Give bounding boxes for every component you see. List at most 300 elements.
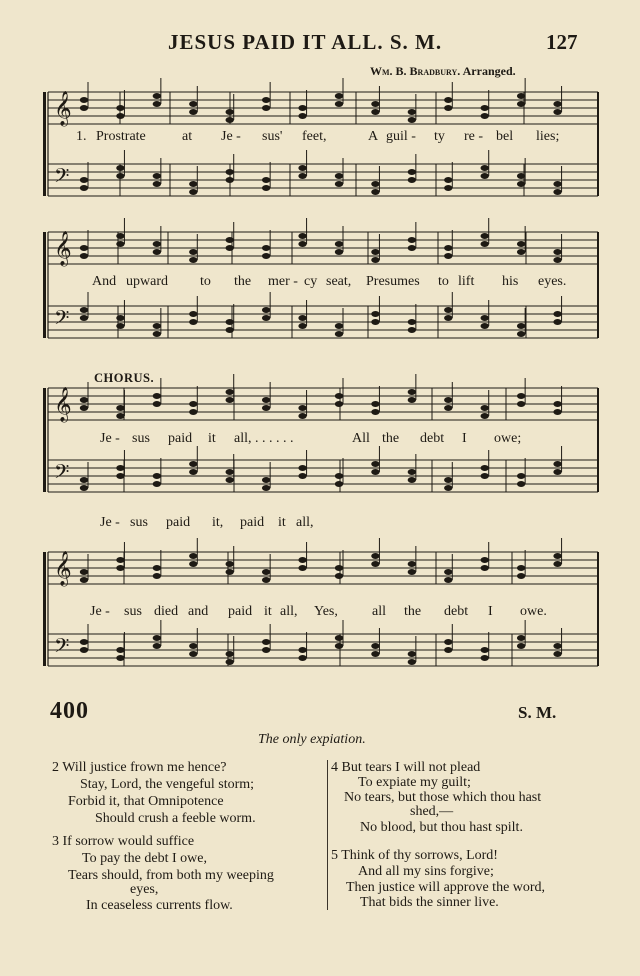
- lyric-word: paid: [166, 515, 191, 530]
- note-head: [226, 327, 234, 333]
- note-head: [371, 643, 379, 649]
- note-head: [116, 405, 124, 411]
- note-head: [408, 245, 416, 251]
- note-head: [226, 659, 234, 665]
- verse-2-line-2: Stay, Lord, the vengeful storm;: [80, 777, 255, 792]
- note-head: [116, 113, 124, 119]
- note-head: [408, 109, 416, 115]
- note-head: [517, 481, 525, 487]
- verse-2-line-1: [52, 760, 227, 776]
- verse-5-line-2: And all my sins forgive;: [358, 864, 494, 879]
- note-head: [408, 327, 416, 333]
- note-head: [80, 577, 88, 583]
- note-head: [189, 553, 197, 559]
- note-head: [153, 173, 161, 179]
- note-head: [517, 573, 525, 579]
- lyric-word: to: [200, 274, 211, 289]
- note-head: [80, 477, 88, 483]
- note-head: [408, 169, 416, 175]
- lyric-word: it,: [212, 515, 224, 530]
- note-head: [153, 241, 161, 247]
- note-head: [371, 311, 379, 317]
- lyric-word: upward: [126, 274, 168, 289]
- note-head: [80, 485, 88, 491]
- note-head: [335, 401, 343, 407]
- lyric-word: the: [404, 604, 422, 619]
- note-head: [189, 469, 197, 475]
- note-head: [335, 635, 343, 641]
- note-head: [116, 647, 124, 653]
- page-number: 127: [546, 30, 578, 54]
- note-head: [226, 389, 234, 395]
- note-head: [408, 477, 416, 483]
- note-head: [189, 643, 197, 649]
- note-head: [226, 469, 234, 475]
- note-head: [116, 413, 124, 419]
- note-head: [517, 643, 525, 649]
- bass-clef: 𝄢: [54, 164, 70, 192]
- lyric-word: re -: [464, 129, 484, 144]
- note-head: [553, 257, 561, 263]
- lyric-word: all,: [296, 515, 314, 530]
- note-head: [262, 639, 270, 645]
- column-divider: [327, 760, 328, 910]
- note-head: [189, 189, 197, 195]
- note-head: [298, 557, 306, 563]
- verse-number: 4: [331, 760, 338, 775]
- note-head: [80, 177, 88, 183]
- note-head: [371, 101, 379, 107]
- note-head: [553, 401, 561, 407]
- lyric-word: eyes.: [538, 274, 567, 289]
- note-head: [553, 553, 561, 559]
- lyric-word: it: [264, 604, 272, 619]
- note-head: [481, 655, 489, 661]
- lyric-word: paid: [228, 604, 253, 619]
- note-head: [371, 181, 379, 187]
- verse-number: 5: [331, 848, 338, 863]
- note-head: [116, 473, 124, 479]
- note-head: [481, 413, 489, 419]
- lyric-word: paid: [168, 431, 193, 446]
- note-head: [153, 401, 161, 407]
- note-head: [335, 93, 343, 99]
- note-head: [444, 577, 452, 583]
- note-head: [444, 245, 452, 251]
- note-head: [335, 173, 343, 179]
- note-head: [517, 173, 525, 179]
- note-head: [189, 319, 197, 325]
- note-head: [153, 573, 161, 579]
- note-head: [408, 237, 416, 243]
- note-head: [153, 101, 161, 107]
- verse-text: Think of thy sorrows, Lord!: [341, 848, 498, 863]
- lyric-word: Yes,: [314, 604, 338, 619]
- verse-number: 1.: [76, 129, 87, 144]
- note-head: [189, 249, 197, 255]
- note-head: [444, 477, 452, 483]
- note-head: [226, 109, 234, 115]
- note-head: [444, 105, 452, 111]
- note-head: [262, 253, 270, 259]
- lyric-word: sus: [124, 604, 142, 619]
- verse-text: If sorrow would suffice: [62, 834, 195, 849]
- note-head: [335, 249, 343, 255]
- verse-5-line-1: [331, 848, 498, 864]
- note-head: [408, 319, 416, 325]
- lyric-word: A: [368, 129, 379, 144]
- note-head: [298, 165, 306, 171]
- bass-clef: 𝄢: [54, 460, 70, 488]
- note-head: [444, 639, 452, 645]
- note-head: [517, 401, 525, 407]
- note-head: [553, 561, 561, 567]
- note-head: [226, 561, 234, 567]
- note-head: [517, 331, 525, 337]
- note-head: [335, 573, 343, 579]
- note-head: [116, 105, 124, 111]
- note-head: [335, 323, 343, 329]
- note-head: [408, 117, 416, 123]
- note-head: [517, 565, 525, 571]
- note-head: [262, 397, 270, 403]
- note-head: [153, 181, 161, 187]
- note-head: [371, 469, 379, 475]
- note-head: [80, 639, 88, 645]
- system-brace: [43, 388, 46, 492]
- lyric-word: owe;: [494, 431, 522, 446]
- note-head: [481, 105, 489, 111]
- verse-3-line-2: To pay the debt I owe,: [82, 851, 207, 866]
- note-head: [262, 245, 270, 251]
- note-head: [444, 315, 452, 321]
- note-head: [517, 393, 525, 399]
- note-head: [444, 185, 452, 191]
- note-head: [371, 409, 379, 415]
- lyric-word: cy: [304, 274, 318, 289]
- note-head: [371, 257, 379, 263]
- lyric-word: his: [502, 274, 519, 289]
- treble-clef: 𝄞: [54, 231, 72, 266]
- note-head: [481, 113, 489, 119]
- note-head: [116, 173, 124, 179]
- note-head: [335, 481, 343, 487]
- note-head: [481, 647, 489, 653]
- note-head: [189, 311, 197, 317]
- treble-clef: 𝄞: [54, 387, 72, 422]
- note-head: [481, 323, 489, 329]
- note-head: [189, 651, 197, 657]
- note-head: [189, 101, 197, 107]
- note-head: [80, 397, 88, 403]
- note-head: [481, 557, 489, 563]
- note-head: [116, 315, 124, 321]
- lyric-word: Prostrate: [96, 129, 146, 144]
- note-head: [298, 105, 306, 111]
- note-head: [444, 177, 452, 183]
- lyric-word: owe.: [520, 604, 547, 619]
- note-head: [298, 113, 306, 119]
- note-head: [335, 565, 343, 571]
- verse-text: But tears I will not plead: [341, 760, 481, 775]
- note-head: [80, 569, 88, 575]
- note-head: [298, 647, 306, 653]
- note-head: [80, 245, 88, 251]
- bass-clef: 𝄢: [54, 634, 70, 662]
- lyric-word: ty: [434, 129, 445, 144]
- verse-number: 2: [52, 760, 59, 775]
- verse-3-line-1: [52, 834, 194, 850]
- note-head: [517, 635, 525, 641]
- note-head: [116, 655, 124, 661]
- lyric-word: sus: [132, 431, 150, 446]
- note-head: [80, 315, 88, 321]
- note-head: [226, 117, 234, 123]
- note-head: [153, 565, 161, 571]
- note-head: [335, 643, 343, 649]
- note-head: [80, 97, 88, 103]
- lyric-word: all, . . . . . .: [234, 431, 294, 446]
- note-head: [517, 249, 525, 255]
- note-head: [408, 389, 416, 395]
- lyric-word: Je -: [100, 431, 120, 446]
- lyric-word: Presumes: [366, 274, 420, 289]
- note-head: [481, 165, 489, 171]
- note-head: [153, 93, 161, 99]
- note-head: [444, 97, 452, 103]
- note-head: [371, 401, 379, 407]
- note-head: [371, 553, 379, 559]
- note-head: [153, 249, 161, 255]
- note-head: [335, 241, 343, 247]
- note-head: [116, 233, 124, 239]
- verse-5-line-4: That bids the sinner live.: [360, 895, 499, 910]
- lyric-word: died: [154, 604, 179, 619]
- note-head: [408, 561, 416, 567]
- note-head: [553, 461, 561, 467]
- note-head: [553, 643, 561, 649]
- note-head: [298, 173, 306, 179]
- note-head: [262, 405, 270, 411]
- note-head: [371, 109, 379, 115]
- note-head: [444, 569, 452, 575]
- note-head: [371, 651, 379, 657]
- system-brace: [43, 232, 46, 338]
- note-head: [408, 397, 416, 403]
- note-head: [262, 569, 270, 575]
- note-head: [298, 465, 306, 471]
- note-head: [153, 643, 161, 649]
- note-head: [189, 181, 197, 187]
- note-head: [517, 241, 525, 247]
- note-head: [553, 469, 561, 475]
- note-head: [517, 473, 525, 479]
- note-head: [444, 647, 452, 653]
- note-head: [481, 465, 489, 471]
- lyric-word: lies;: [536, 129, 560, 144]
- lyric-word: Je -: [90, 604, 110, 619]
- note-head: [298, 405, 306, 411]
- bass-clef: 𝄢: [54, 306, 70, 334]
- composer-note: Arranged.: [462, 64, 516, 78]
- lyric-word: Je -: [221, 129, 241, 144]
- note-head: [80, 647, 88, 653]
- note-head: [444, 397, 452, 403]
- note-head: [371, 189, 379, 195]
- lyric-word: debt: [420, 431, 445, 446]
- note-head: [116, 465, 124, 471]
- note-head: [153, 393, 161, 399]
- note-head: [116, 323, 124, 329]
- lyric-word: guil -: [386, 129, 416, 144]
- note-head: [408, 569, 416, 575]
- note-head: [80, 307, 88, 313]
- note-head: [189, 401, 197, 407]
- note-head: [335, 393, 343, 399]
- verse-3-line-3: Tears should, from both my weeping: [68, 868, 274, 883]
- note-head: [226, 177, 234, 183]
- note-head: [298, 315, 306, 321]
- note-head: [553, 189, 561, 195]
- note-head: [153, 331, 161, 337]
- note-head: [262, 577, 270, 583]
- verse-4-line-1: [331, 760, 480, 776]
- note-head: [80, 405, 88, 411]
- lyric-word: mer -: [268, 274, 298, 289]
- lyric-word: sus: [130, 515, 148, 530]
- note-head: [116, 165, 124, 171]
- note-head: [553, 311, 561, 317]
- note-head: [226, 569, 234, 575]
- verse-3-line-4: eyes,: [130, 882, 159, 897]
- note-head: [226, 397, 234, 403]
- note-head: [553, 109, 561, 115]
- note-head: [371, 561, 379, 567]
- note-head: [262, 105, 270, 111]
- chorus-label: CHORUS.: [94, 371, 155, 385]
- note-head: [553, 409, 561, 415]
- note-head: [262, 477, 270, 483]
- note-head: [298, 323, 306, 329]
- note-head: [80, 253, 88, 259]
- note-head: [517, 181, 525, 187]
- note-head: [226, 169, 234, 175]
- lyric-word: the: [382, 431, 400, 446]
- note-head: [226, 651, 234, 657]
- note-head: [481, 473, 489, 479]
- note-head: [262, 485, 270, 491]
- lyric-word: Je -: [100, 515, 120, 530]
- note-head: [153, 635, 161, 641]
- note-head: [444, 485, 452, 491]
- system-brace: [43, 92, 46, 196]
- lyric-word: And: [92, 274, 117, 289]
- lyric-word: all,: [280, 604, 298, 619]
- lyric-word: All: [352, 431, 370, 446]
- lyric-word: the: [234, 274, 252, 289]
- note-head: [80, 185, 88, 191]
- note-head: [553, 101, 561, 107]
- note-head: [189, 561, 197, 567]
- note-head: [298, 655, 306, 661]
- lyric-word: debt: [444, 604, 469, 619]
- note-head: [116, 557, 124, 563]
- verse-4-line-4: shed,—: [410, 804, 454, 819]
- note-head: [335, 101, 343, 107]
- hymn-tune-title: JESUS PAID IT ALL. S. M.: [168, 30, 443, 54]
- note-head: [189, 257, 197, 263]
- note-head: [298, 241, 306, 247]
- note-head: [153, 323, 161, 329]
- verse-text: Will justice frown me hence?: [62, 760, 227, 775]
- note-head: [481, 565, 489, 571]
- note-head: [298, 233, 306, 239]
- lyric-word: seat,: [326, 274, 352, 289]
- note-head: [408, 177, 416, 183]
- note-head: [153, 473, 161, 479]
- note-head: [262, 97, 270, 103]
- hymn-meter: S. M.: [518, 703, 557, 722]
- verse-4-line-3: No tears, but those which thou hast: [344, 790, 542, 805]
- note-head: [371, 249, 379, 255]
- note-head: [444, 405, 452, 411]
- note-head: [371, 461, 379, 467]
- composer-name: Wm. B. Bradbury.: [370, 64, 461, 78]
- verse-4-line-2: To expiate my guilt;: [358, 775, 471, 790]
- note-head: [481, 241, 489, 247]
- note-head: [153, 481, 161, 487]
- note-head: [481, 173, 489, 179]
- verse-2-line-3: Forbid it, that Omnipotence: [68, 794, 224, 809]
- verse-5-line-3: Then justice will approve the word,: [346, 880, 546, 895]
- note-head: [262, 307, 270, 313]
- note-head: [408, 469, 416, 475]
- note-head: [517, 101, 525, 107]
- note-head: [481, 315, 489, 321]
- hymn-number: 400: [50, 698, 89, 724]
- note-head: [553, 651, 561, 657]
- note-head: [517, 323, 525, 329]
- note-head: [553, 319, 561, 325]
- note-head: [335, 473, 343, 479]
- note-head: [262, 315, 270, 321]
- note-head: [298, 565, 306, 571]
- note-head: [189, 109, 197, 115]
- lyric-word: bel: [496, 129, 514, 144]
- verse-3-line-5: In ceaseless currents flow.: [86, 898, 233, 913]
- note-head: [226, 237, 234, 243]
- note-head: [481, 233, 489, 239]
- note-head: [116, 565, 124, 571]
- note-head: [262, 177, 270, 183]
- lyric-word: all: [372, 604, 386, 619]
- hymn-subtitle: The only expiation.: [258, 732, 366, 747]
- note-head: [80, 105, 88, 111]
- lyric-word: I: [488, 604, 493, 619]
- note-head: [444, 253, 452, 259]
- note-head: [189, 461, 197, 467]
- note-head: [444, 307, 452, 313]
- note-head: [298, 413, 306, 419]
- note-head: [371, 319, 379, 325]
- lyric-word: sus': [262, 129, 283, 144]
- verse-2-line-4: Should crush a feeble worm.: [95, 811, 256, 826]
- system-brace: [43, 552, 46, 666]
- note-head: [553, 249, 561, 255]
- lyric-word: paid: [240, 515, 265, 530]
- note-head: [335, 181, 343, 187]
- note-head: [262, 647, 270, 653]
